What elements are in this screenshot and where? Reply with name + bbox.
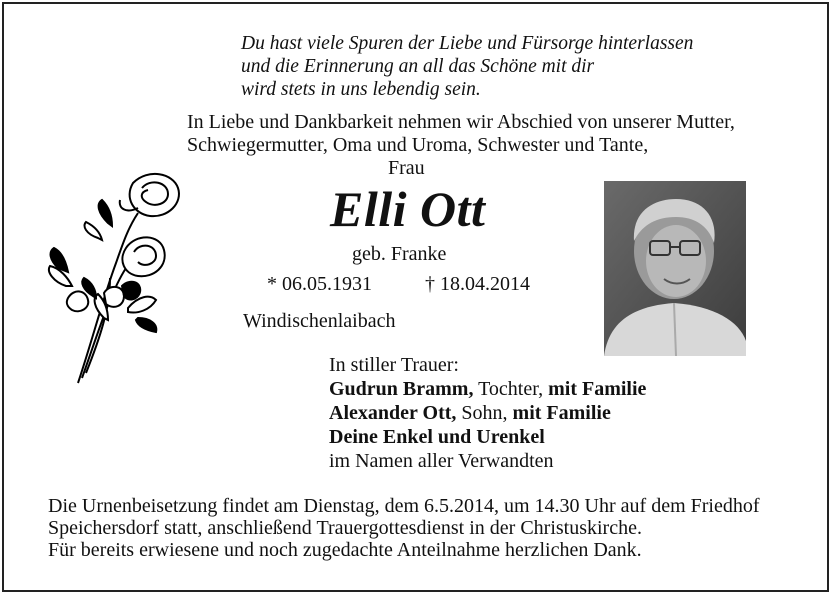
- mourner-relation: Sohn,: [456, 402, 513, 424]
- relatives-line: im Namen aller Verwandten: [329, 450, 554, 472]
- mourner-name: Gudrun Bramm,: [329, 378, 474, 400]
- poem-line: wird stets in uns lebendig sein.: [241, 79, 481, 100]
- birth-date: * 06.05.1931: [267, 273, 372, 295]
- grandchildren: [329, 425, 646, 449]
- intro-line: Schwiegermutter, Oma und Uroma, Schwester und Tante,: [187, 134, 649, 156]
- intro-line: In Liebe und Dankbarkeit nehmen wir Abschied von unserer Mutter,: [187, 111, 735, 133]
- mourners-heading: In stiller Trauer:: [329, 354, 459, 376]
- funeral-notice: [48, 495, 760, 561]
- mourner-relation: Tochter,: [473, 378, 549, 400]
- intro-text: [187, 111, 735, 157]
- mourner-name: Alexander Ott,: [329, 402, 457, 424]
- portrait-photo: [604, 181, 746, 356]
- poem-line: Du hast viele Spuren der Liebe und Fürsorge hinterlassen: [241, 33, 694, 54]
- rose-illustration: [38, 168, 198, 398]
- mourner-row: [329, 401, 646, 425]
- notice-line: Die Urnenbeisetzung findet am Dienstag, dem 6.5.2014, um 14.30 Uhr auf dem Friedhof: [48, 495, 760, 517]
- death-date: † 18.04.2014: [425, 273, 530, 295]
- poem-line: und die Erinnerung an all das Schöne mit dir: [241, 56, 595, 77]
- salutation: Frau: [388, 157, 425, 179]
- mourner-family: mit Familie: [548, 378, 647, 400]
- notice-line: Für bereits erwiesene und noch zugedachte Anteilnahme herzlichen Dank.: [48, 539, 642, 561]
- maiden-name: geb. Franke: [352, 243, 447, 265]
- mourner-row: [329, 377, 646, 401]
- hometown: Windischenlaibach: [243, 310, 396, 332]
- poem: [241, 32, 693, 101]
- mourners-block: [329, 353, 646, 473]
- notice-line: Speichersdorf statt, anschließend Trauergottesdienst in der Christuskirche.: [48, 517, 642, 539]
- deceased-name: Elli Ott: [330, 181, 486, 237]
- grandchildren-label: Deine Enkel und Urenkel: [329, 426, 545, 448]
- mourner-family: mit Familie: [512, 402, 611, 424]
